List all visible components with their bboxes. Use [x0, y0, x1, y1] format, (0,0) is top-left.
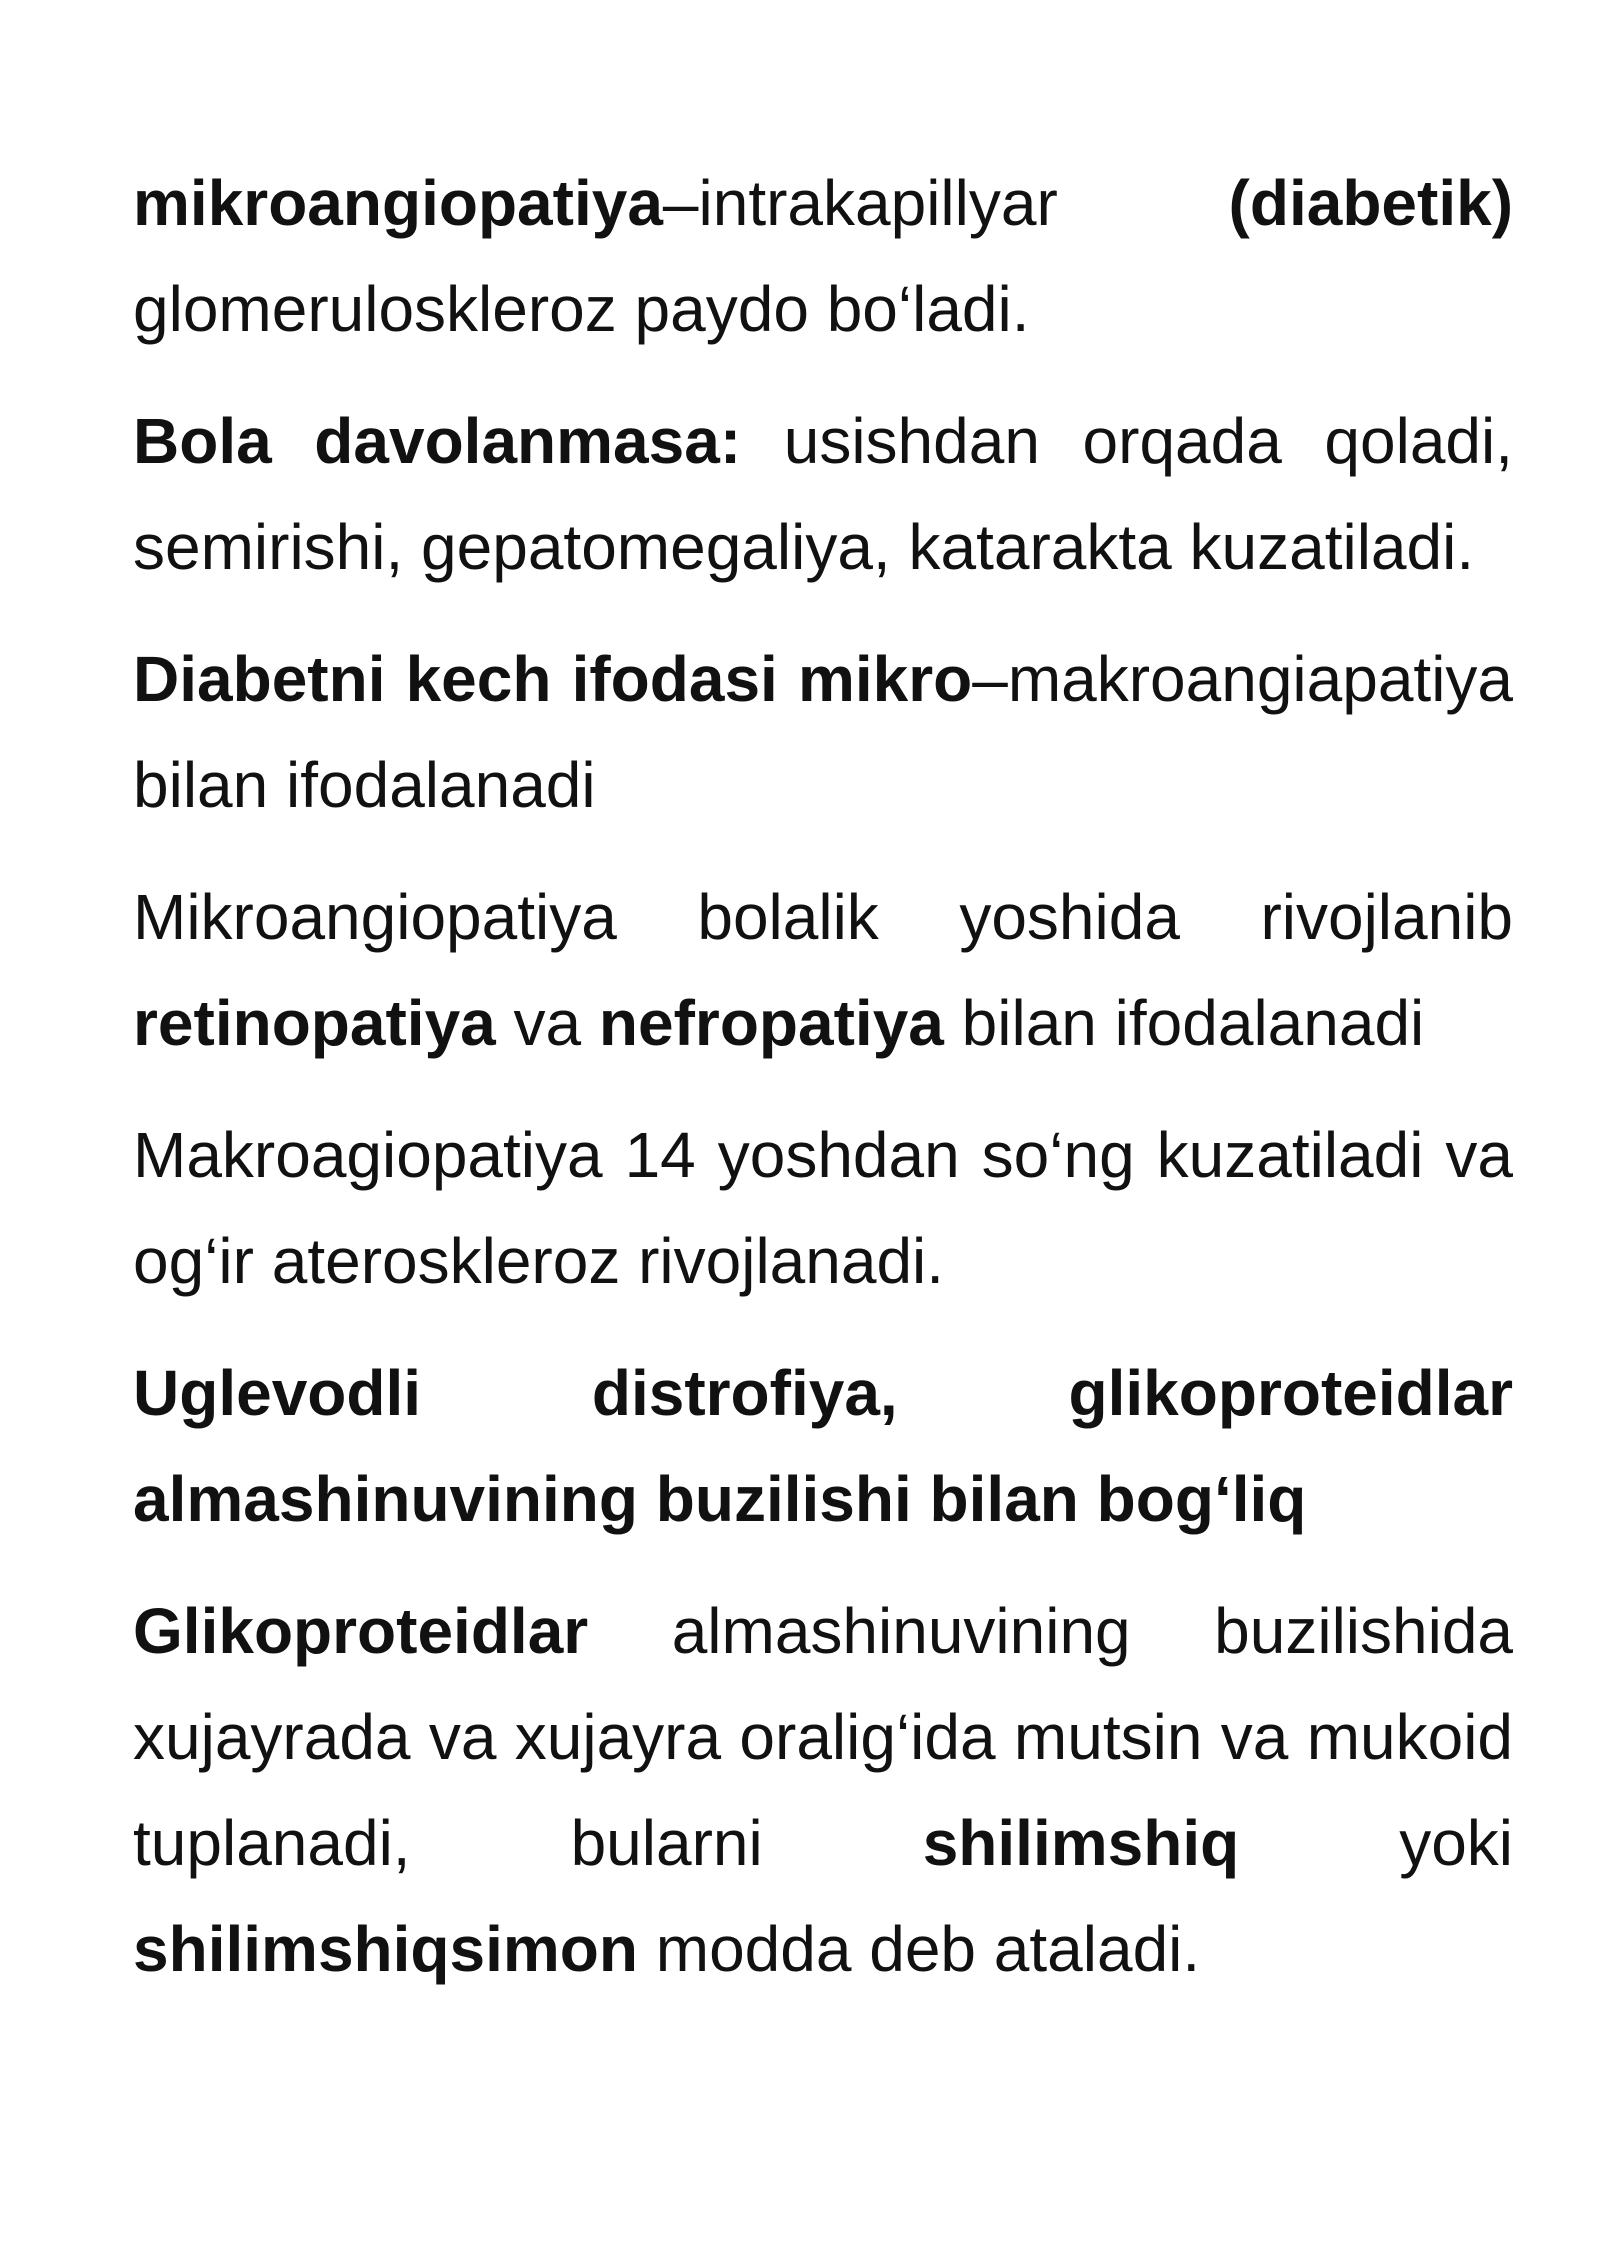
paragraph-1 [133, 150, 1513, 362]
paragraph-text: glomeruloskleroz paydo bo‘ladi. [133, 273, 1030, 345]
term-retinopatiya: retinopatiya [133, 987, 496, 1059]
term-shilimshiqsimon: shilimshiqsimon [133, 1913, 638, 1985]
paragraph-text: –makroangiapatiya bilan ifodalanadi [133, 643, 1513, 821]
term-bola-davolanmasa: Bola davolanmasa: [133, 405, 742, 477]
paragraph-4 [133, 864, 1513, 1076]
term-mikroangiopatiya: mikroangiopatiya [133, 167, 663, 239]
paragraph-text: Mikroangiopatiya bolalik yoshida rivojlanib [133, 881, 1513, 953]
paragraph-text: modda deb ataladi. [637, 1913, 1201, 1985]
document-page [133, 150, 1513, 2028]
paragraph-6-heading [133, 1340, 1513, 1552]
paragraph-text: –intrakapillyar [662, 167, 1229, 239]
paragraph-text: bilan ifodalanadi [943, 987, 1425, 1059]
paragraph-text: va [495, 987, 599, 1059]
paragraph-5 [133, 1102, 1513, 1314]
term-uglevodli-distrofiya: Uglevodli distrofiya, glikoproteidlar almashinuvining buzilishi bilan bog‘liq [133, 1357, 1513, 1535]
paragraph-text: Makroagiopatiya 14 yoshdan so‘ng kuzatiladi va og‘ir ateroskleroz rivojlanadi. [133, 1119, 1513, 1297]
term-shilimshiq: shilimshiq [922, 1807, 1240, 1879]
term-diabetik: (diabetik) [1228, 167, 1513, 239]
paragraph-3 [133, 626, 1513, 838]
term-glikoproteidlar: Glikoproteidlar [133, 1595, 589, 1667]
paragraph-text: yoki [1239, 1807, 1513, 1879]
paragraph-text: usishdan orqada qoladi, semirishi, gepatomegaliya, katarakta kuzatiladi. [133, 405, 1514, 583]
term-diabetni-kech-ifodasi: Diabetni kech ifodasi mikro [133, 643, 973, 715]
paragraph-7 [133, 1578, 1513, 2002]
term-nefropatiya: nefropatiya [598, 987, 944, 1059]
paragraph-text: almashinuvining buzilishida xujayrada va xujayra oralig‘ida mutsin va mukoid tuplanadi, bularni [133, 1595, 1513, 1879]
paragraph-2 [133, 388, 1513, 600]
